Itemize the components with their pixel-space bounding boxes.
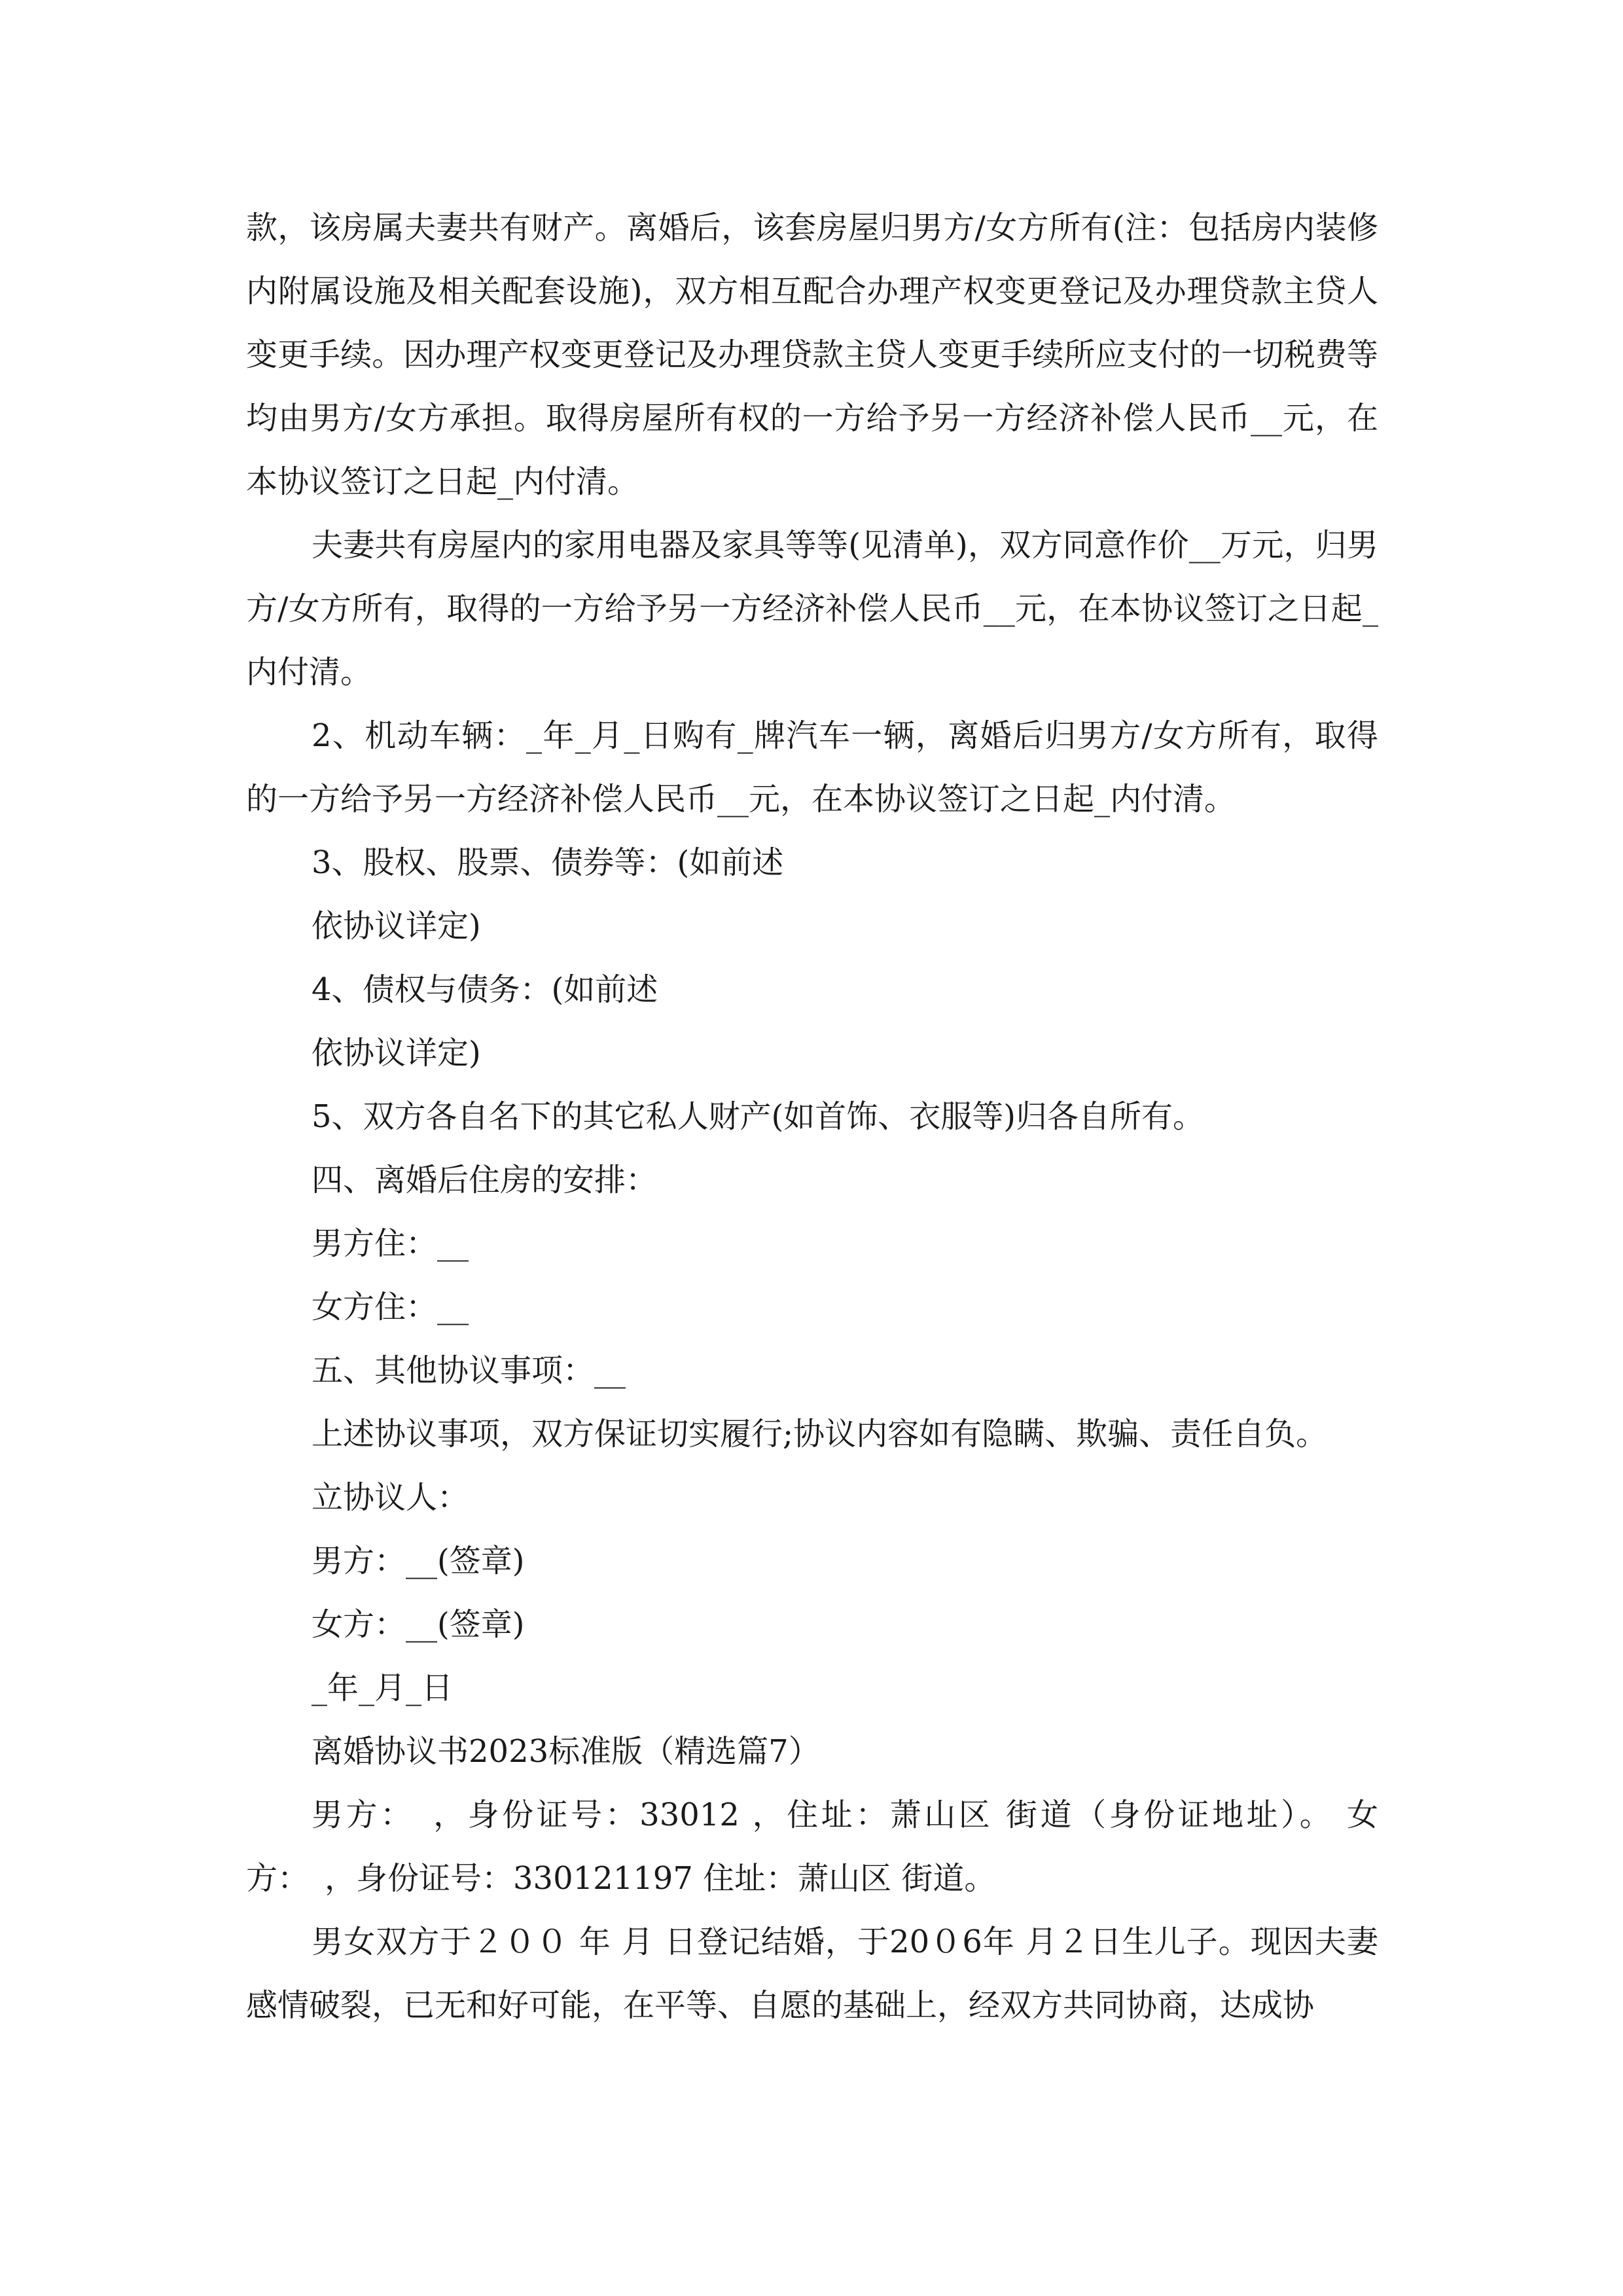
paragraph-equity-stocks: 3、股权、股票、债券等：(如前述 [312, 844, 784, 881]
section-title: 离婚协议书2023标准版（精选篇7） [312, 1733, 820, 1770]
heading-housing-arrangement: 四、离婚后住房的安排： [312, 1162, 658, 1198]
paragraph-marriage-info: 男女双方于２００ 年 月 日登记结婚，于20０6年 月２日生儿子。现因夫妻感情破裂，已无和好可能，在平等、自愿的基础上，经双方共同协商，达成协 [246, 1924, 1378, 2024]
paragraph-private-property: 5、双方各自名下的其它私人财产(如首饰、衣服等)归各自所有。 [312, 1098, 1204, 1135]
signature-female: 女方：__(签章) [312, 1606, 525, 1643]
signature-male: 男方：__(签章) [312, 1543, 525, 1579]
field-female-residence: 女方住：__ [312, 1289, 469, 1325]
heading-other-matters: 五、其他协议事项：__ [312, 1352, 626, 1389]
paragraph-debts-detail: 依协议详定) [312, 1035, 481, 1071]
paragraph-guarantee: 上述协议事项，双方保证切实履行;协议内容如有隐瞒、欺骗、责任自负。 [312, 1416, 1328, 1452]
document-body [246, 196, 1378, 2037]
paragraph-house-ownership: 款，该房属夫妻共有财产。离婚后，该套房屋归男方/女方所有(注：包括房内装修内附属设施及相关配套设施)，双方相互配合办理产权变更登记及办理贷款主贷人变更手续。因办理产权变更登记及办理贷款主贷人变更手续所应支付的一切税费等均由男方/女方承担。取得房屋所有权的一方给予另一方经济补偿人民币__元，在本协议签订之日起_内付清。 [246, 209, 1378, 500]
field-male-residence: 男方住：__ [312, 1225, 469, 1262]
paragraph-party-info: 男方： ，身份证号：33012 ，住址：萧山区 街道（身份证地址）。 女方： ，身份证号：330121197 住址：萧山区 街道。 [246, 1797, 1378, 1897]
paragraph-household-appliances: 夫妻共有房屋内的家用电器及家具等等(见清单)，双方同意作价__万元，归男方/女方所有，取得的一方给予另一方经济补偿人民币__元，在本协议签订之日起_内付清。 [246, 527, 1378, 691]
paragraph-motor-vehicle: 2、机动车辆：_年_月_日购有_牌汽车一辆，离婚后归男方/女方所有，取得的一方给予另一方经济补偿人民币__元，在本协议签订之日起_内付清。 [246, 717, 1378, 817]
paragraph-debts: 4、债权与债务：(如前述 [312, 971, 658, 1008]
label-parties: 立协议人： [312, 1479, 469, 1516]
paragraph-equity-detail: 依协议详定) [312, 908, 481, 944]
signature-date: _年_月_日 [312, 1670, 454, 1706]
